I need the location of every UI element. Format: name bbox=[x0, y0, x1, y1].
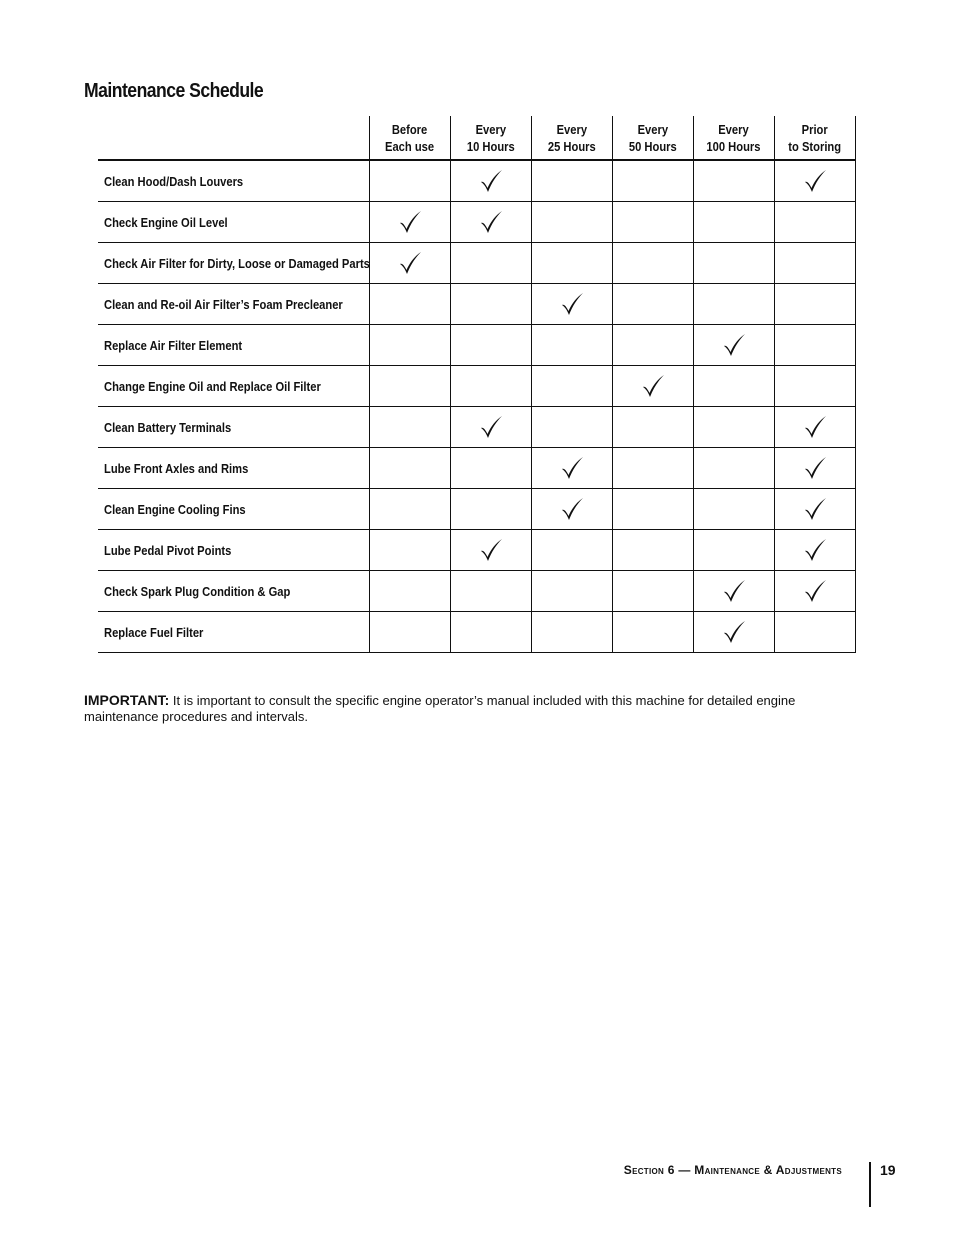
interval-cell bbox=[774, 612, 855, 653]
interval-cell bbox=[693, 489, 774, 530]
interval-cell bbox=[612, 160, 693, 202]
column-header-line1: Every bbox=[637, 121, 669, 137]
interval-cell bbox=[531, 160, 612, 202]
task-cell bbox=[98, 325, 369, 366]
column-header-line2: 25 Hours bbox=[547, 138, 596, 154]
check-mark-icon bbox=[802, 414, 828, 440]
check-mark-icon bbox=[802, 496, 828, 522]
check-mark-icon bbox=[802, 455, 828, 481]
interval-cell bbox=[693, 160, 774, 202]
task-label: Lube Front Axles and Rims bbox=[104, 460, 249, 476]
interval-cell bbox=[369, 448, 450, 489]
table-row bbox=[98, 612, 856, 653]
table-row bbox=[98, 530, 856, 571]
interval-cell bbox=[531, 366, 612, 407]
interval-cell bbox=[450, 160, 531, 202]
check-mark-icon bbox=[397, 250, 423, 276]
interval-cell bbox=[693, 448, 774, 489]
interval-cell bbox=[369, 612, 450, 653]
check-mark-icon bbox=[559, 291, 585, 317]
check-mark-icon bbox=[559, 455, 585, 481]
interval-cell bbox=[774, 325, 855, 366]
interval-cell bbox=[774, 530, 855, 571]
interval-cell bbox=[450, 530, 531, 571]
table-row bbox=[98, 202, 856, 243]
interval-cell bbox=[774, 202, 855, 243]
column-header-line1: Every bbox=[718, 121, 750, 137]
interval-cell bbox=[693, 407, 774, 448]
interval-cell bbox=[612, 243, 693, 284]
interval-cell bbox=[531, 243, 612, 284]
interval-cell bbox=[612, 407, 693, 448]
interval-cell bbox=[450, 448, 531, 489]
check-mark-icon bbox=[478, 537, 504, 563]
interval-cell bbox=[774, 160, 855, 202]
check-mark-icon bbox=[478, 168, 504, 194]
interval-cell bbox=[774, 489, 855, 530]
interval-cell bbox=[369, 325, 450, 366]
table-row bbox=[98, 284, 856, 325]
check-mark-icon bbox=[802, 578, 828, 604]
column-header-line2: to Storing bbox=[788, 138, 842, 154]
check-mark-icon bbox=[721, 578, 747, 604]
interval-cell bbox=[369, 366, 450, 407]
table-row bbox=[98, 571, 856, 612]
check-mark-icon bbox=[559, 496, 585, 522]
task-label: Check Spark Plug Condition & Gap bbox=[104, 583, 291, 599]
interval-cell bbox=[774, 407, 855, 448]
task-cell bbox=[98, 202, 369, 243]
interval-cell bbox=[450, 325, 531, 366]
column-header-line1: Every bbox=[475, 121, 506, 137]
interval-cell bbox=[612, 202, 693, 243]
column-header-line1: Prior bbox=[801, 121, 828, 137]
footer-divider bbox=[869, 1162, 871, 1207]
task-label: Clean Hood/Dash Louvers bbox=[104, 173, 244, 189]
column-header-line2: Each use bbox=[385, 138, 435, 154]
page-number: 19 bbox=[880, 1162, 896, 1178]
interval-cell bbox=[369, 202, 450, 243]
interval-column-header bbox=[612, 116, 693, 160]
interval-cell bbox=[612, 448, 693, 489]
table-header-row bbox=[98, 116, 856, 160]
check-mark-icon bbox=[802, 537, 828, 563]
check-mark-icon bbox=[721, 619, 747, 645]
interval-cell bbox=[369, 571, 450, 612]
interval-cell bbox=[693, 571, 774, 612]
interval-column-header bbox=[369, 116, 450, 160]
interval-cell bbox=[774, 243, 855, 284]
interval-cell bbox=[612, 612, 693, 653]
task-cell bbox=[98, 448, 369, 489]
table-row bbox=[98, 489, 856, 530]
table-row bbox=[98, 366, 856, 407]
interval-cell bbox=[531, 530, 612, 571]
interval-cell bbox=[531, 612, 612, 653]
interval-cell bbox=[531, 489, 612, 530]
check-mark-icon bbox=[478, 209, 504, 235]
task-label: Clean Engine Cooling Fins bbox=[104, 501, 246, 517]
interval-cell bbox=[450, 284, 531, 325]
interval-column-header bbox=[531, 116, 612, 160]
column-header-line1: Every bbox=[556, 121, 588, 137]
table-row bbox=[98, 448, 856, 489]
interval-cell bbox=[450, 489, 531, 530]
interval-cell bbox=[531, 571, 612, 612]
check-mark-icon bbox=[478, 414, 504, 440]
interval-cell bbox=[531, 448, 612, 489]
interval-cell bbox=[612, 284, 693, 325]
task-label: Replace Fuel Filter bbox=[104, 624, 204, 640]
footer-section-title: Section 6 — Maintenance & Adjustments bbox=[623, 1163, 842, 1177]
interval-cell bbox=[693, 243, 774, 284]
interval-cell bbox=[693, 284, 774, 325]
interval-cell bbox=[450, 612, 531, 653]
column-header-line2: 10 Hours bbox=[466, 138, 515, 154]
maintenance-schedule-table bbox=[98, 116, 856, 653]
interval-cell bbox=[450, 571, 531, 612]
interval-cell bbox=[531, 202, 612, 243]
column-header-line2: 100 Hours bbox=[706, 138, 761, 154]
table-body bbox=[98, 160, 856, 653]
task-label: Replace Air Filter Element bbox=[104, 337, 243, 353]
important-label: IMPORTANT: bbox=[84, 692, 170, 708]
interval-cell bbox=[450, 202, 531, 243]
table-row bbox=[98, 160, 856, 202]
interval-cell bbox=[693, 530, 774, 571]
task-cell bbox=[98, 366, 369, 407]
interval-cell bbox=[369, 243, 450, 284]
page-title: Maintenance Schedule bbox=[84, 80, 264, 102]
interval-cell bbox=[369, 530, 450, 571]
task-label: Clean and Re-oil Air Filter’s Foam Precleaner bbox=[104, 296, 343, 312]
table-row bbox=[98, 407, 856, 448]
interval-cell bbox=[531, 407, 612, 448]
table-row bbox=[98, 243, 856, 284]
interval-cell bbox=[369, 284, 450, 325]
check-mark-icon bbox=[640, 373, 666, 399]
column-header-line2: 50 Hours bbox=[628, 138, 677, 154]
interval-cell bbox=[369, 489, 450, 530]
task-label: Clean Battery Terminals bbox=[104, 419, 232, 435]
task-column-header bbox=[98, 116, 369, 160]
interval-cell bbox=[693, 366, 774, 407]
check-mark-icon bbox=[721, 332, 747, 358]
interval-cell bbox=[531, 284, 612, 325]
interval-cell bbox=[693, 325, 774, 366]
interval-cell bbox=[450, 407, 531, 448]
task-cell bbox=[98, 489, 369, 530]
interval-cell bbox=[612, 366, 693, 407]
interval-cell bbox=[693, 612, 774, 653]
interval-cell bbox=[531, 325, 612, 366]
column-header-line1: Before bbox=[391, 121, 428, 137]
task-cell bbox=[98, 530, 369, 571]
interval-cell bbox=[612, 571, 693, 612]
table-row bbox=[98, 325, 856, 366]
important-text: It is important to consult the specific engine operator’s manual included with this machine for detailed engine maintenance procedures and intervals. bbox=[84, 693, 796, 724]
interval-cell bbox=[774, 571, 855, 612]
task-cell bbox=[98, 571, 369, 612]
interval-cell bbox=[369, 160, 450, 202]
interval-cell bbox=[612, 325, 693, 366]
interval-cell bbox=[774, 366, 855, 407]
interval-cell bbox=[612, 489, 693, 530]
check-mark-icon bbox=[802, 168, 828, 194]
task-label: Check Engine Oil Level bbox=[104, 214, 228, 230]
important-note bbox=[84, 692, 854, 725]
task-cell bbox=[98, 612, 369, 653]
interval-cell bbox=[450, 366, 531, 407]
task-cell bbox=[98, 160, 369, 202]
interval-column-header bbox=[774, 116, 855, 160]
interval-cell bbox=[774, 448, 855, 489]
interval-cell bbox=[369, 407, 450, 448]
task-cell bbox=[98, 243, 369, 284]
interval-cell bbox=[774, 284, 855, 325]
task-label: Lube Pedal Pivot Points bbox=[104, 542, 232, 558]
check-mark-icon bbox=[397, 209, 423, 235]
task-label: Check Air Filter for Dirty, Loose or Damaged Parts bbox=[104, 255, 370, 271]
task-cell bbox=[98, 407, 369, 448]
interval-column-header bbox=[450, 116, 531, 160]
interval-cell bbox=[693, 202, 774, 243]
interval-cell bbox=[612, 530, 693, 571]
interval-column-header bbox=[693, 116, 774, 160]
task-label: Change Engine Oil and Replace Oil Filter bbox=[104, 378, 321, 394]
task-cell bbox=[98, 284, 369, 325]
interval-cell bbox=[450, 243, 531, 284]
